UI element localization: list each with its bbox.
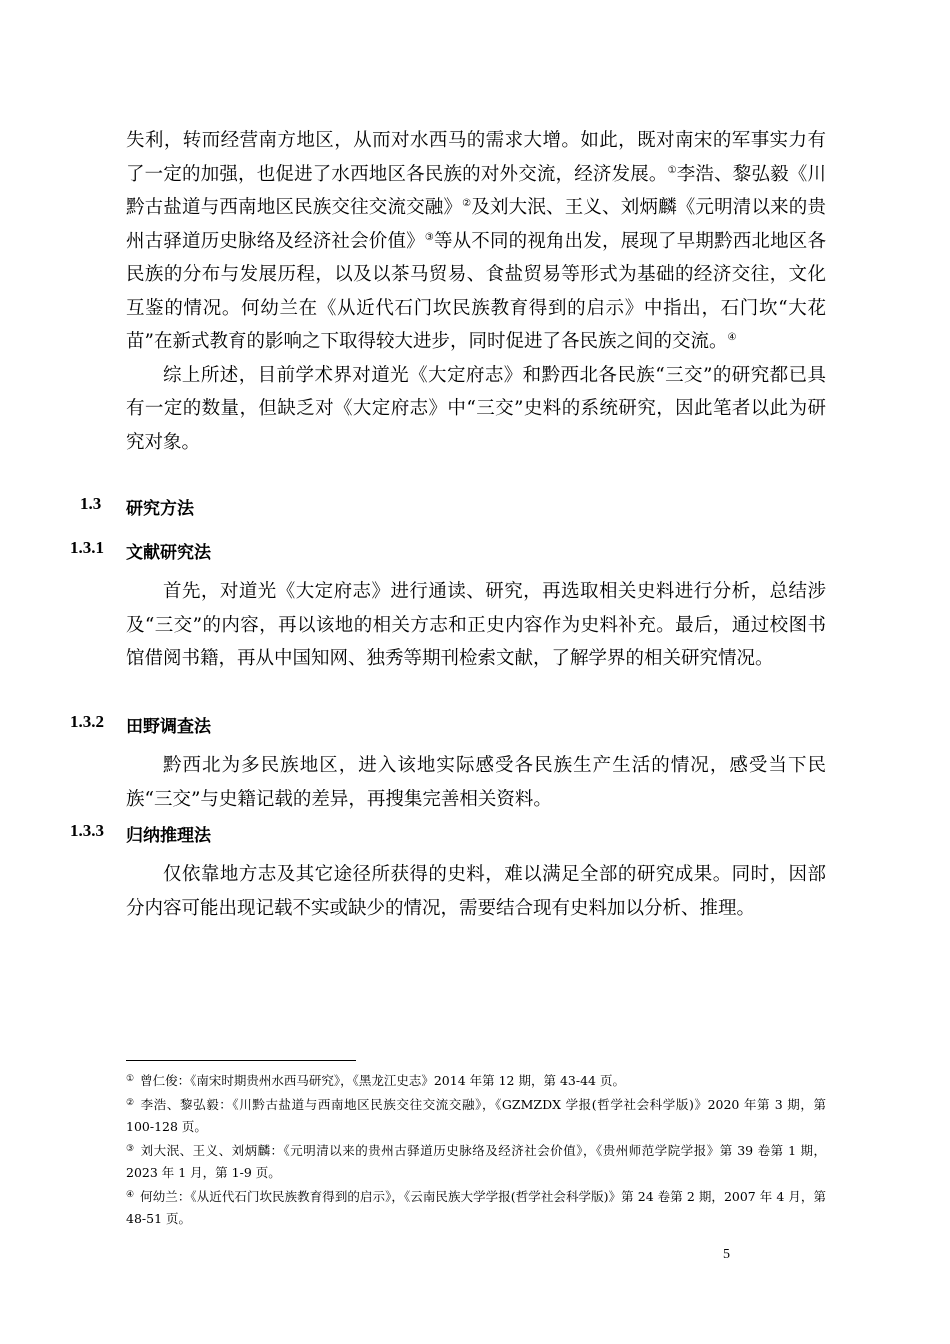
footnote-mark: ③ xyxy=(126,1144,135,1154)
body-text-block-1 xyxy=(126,124,826,459)
footnotes xyxy=(126,1068,826,1230)
paragraph-literature-review xyxy=(126,124,826,359)
footnote-text: 李浩、黎弘毅：《川黔古盐道与西南地区民族交往交流交融》，《GZMZDX 学报(哲学社会科学版)》2020 年第 3 期，第 100-128 页。 xyxy=(126,1097,826,1134)
footnote-text: 曾仁俊：《南宋时期贵州水西马研究》，《黑龙江史志》2014 年第 12 期，第 43-44 页。 xyxy=(140,1073,625,1088)
footnote-ref-2[interactable]: ② xyxy=(462,198,472,209)
footnote-1 xyxy=(126,1068,826,1092)
section-title: 研究方法 xyxy=(126,499,194,518)
section-number: 1.3.1 xyxy=(70,538,104,557)
footnote-separator xyxy=(126,1060,356,1061)
footnote-4 xyxy=(126,1184,826,1230)
paragraph-text: 失利，转而经营南方地区，从而对水西马的需求大增。如此，既对南宋的军事实力有了一定的加强，也促进了水西地区各民族的对外交流，经济发展。 xyxy=(126,130,826,185)
paragraph-field-method: 黔西北为多民族地区，进入该地实际感受各民族生产生活的情况，感受当下民族“三交”与史籍记载的差异，再搜集完善相关资料。 xyxy=(126,755,826,810)
section-title: 文献研究法 xyxy=(126,543,211,562)
page-number: 5 xyxy=(723,1247,730,1262)
body-text-block-3 xyxy=(126,749,826,816)
footnote-text: 刘大泯、王义、刘炳麟：《元明清以来的贵州古驿道历史脉络及经济社会价值》，《贵州师范学院学报》第 39 卷第 1 期，2023 年 1 月，第 1-9 页。 xyxy=(126,1143,826,1180)
footnote-ref-1[interactable]: ① xyxy=(667,164,677,176)
paragraph-literature-method: 首先，对道光《大定府志》进行通读、研究，再选取相关史料进行分析，总结涉及“三交”的内容，再以该地的相关方志和正史内容作为史料补充。最后，通过校图书馆借阅书籍，再从中国知网、独秀等期刊检索文献，了解学界的相关研究情况。 xyxy=(126,581,826,669)
footnote-3 xyxy=(126,1138,826,1184)
footnote-mark: ② xyxy=(126,1098,135,1108)
section-number: 1.3.3 xyxy=(70,821,104,840)
section-number: 1.3.2 xyxy=(70,712,104,731)
paragraph-inductive-method: 仅依靠地方志及其它途径所获得的史料，难以满足全部的研究成果。同时，因部分内容可能出现记载不实或缺少的情况，需要结合现有史料加以分析、推理。 xyxy=(126,864,826,919)
footnote-text: 何幼兰：《从近代石门坎民族教育得到的启示》，《云南民族大学学报(哲学社会科学版)》第 24 卷第 2 期，2007 年 4 月，第 48-51 页。 xyxy=(126,1189,826,1226)
body-text-block-2 xyxy=(126,575,826,676)
paragraph-text: 及刘大泯、王义、刘炳麟《元明清以来的贵州古驿道历史脉络及经济社会价值》 xyxy=(126,197,826,252)
section-number: 1.3 xyxy=(80,494,102,513)
footnote-2 xyxy=(126,1092,826,1138)
body-text-block-4 xyxy=(126,858,826,925)
paragraph-text: 李浩、黎弘毅《川黔古盐道与西南地区民族交往交流交融》 xyxy=(126,163,826,218)
section-title: 归纳推理法 xyxy=(126,826,211,845)
paragraph-summary: 综上所述，目前学术界对道光《大定府志》和黔西北各民族“三交”的研究都已具有一定的数量，但缺乏对《大定府志》中“三交”史料的系统研究，因此笔者以此为研究对象。 xyxy=(126,364,826,453)
section-title: 田野调查法 xyxy=(126,717,211,736)
paragraph-text: 等从不同的视角出发，展现了早期黔西北地区各民族的分布与发展历程，以及以茶马贸易、食盐贸易等形式为基础的经济交往，文化互鉴的情况。何幼兰在《从近代石门坎民族教育得到的启示》中指出，石门坎“大花苗”在新式教育的影响之下取得较大进步，同时促进了各民族之间的交流。 xyxy=(126,230,826,352)
footnote-mark: ① xyxy=(126,1074,135,1084)
footnote-mark: ④ xyxy=(126,1190,135,1200)
footnote-ref-3[interactable]: ③ xyxy=(424,231,434,243)
footnote-ref-4[interactable]: ④ xyxy=(727,332,737,343)
